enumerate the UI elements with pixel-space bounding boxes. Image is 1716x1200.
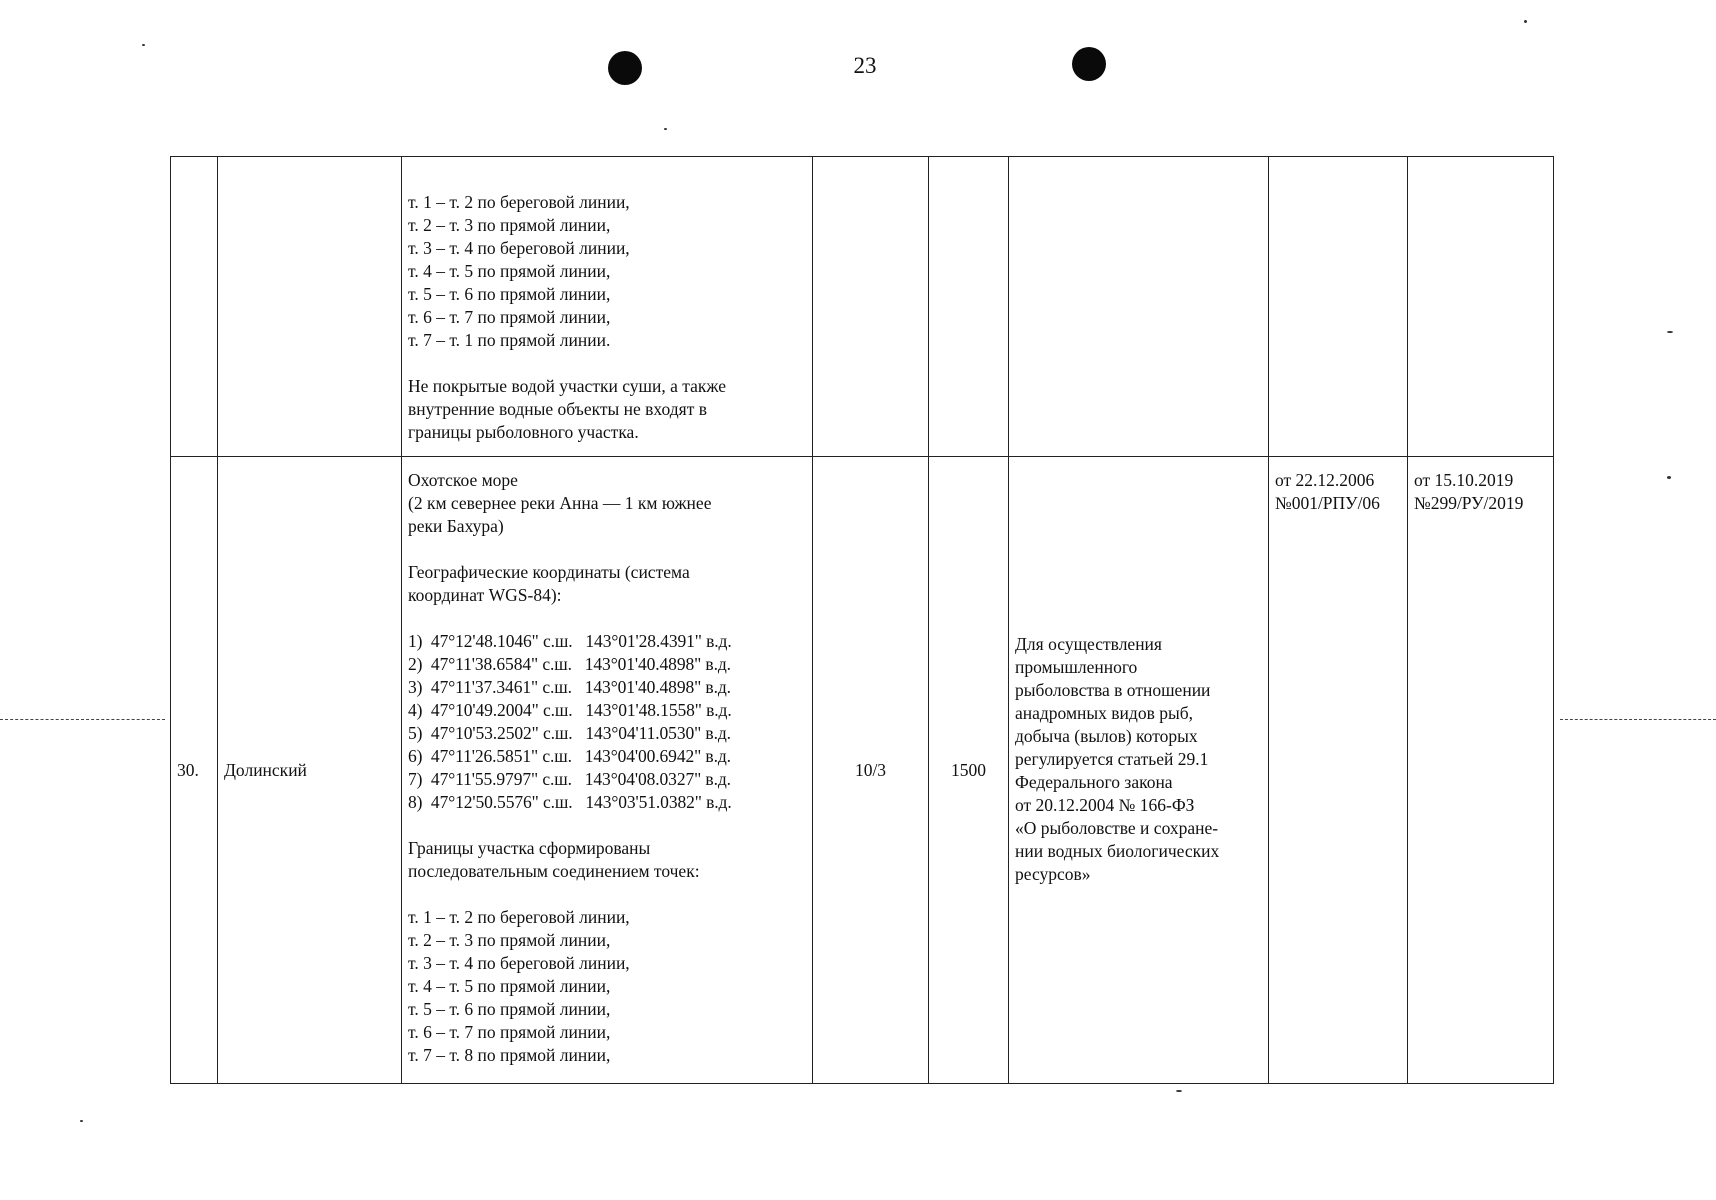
- location-line: Охотское море: [408, 470, 518, 490]
- scan-speck: [80, 1120, 83, 1122]
- boundary-line: т. 6 – т. 7 по прямой линии,: [408, 307, 611, 327]
- boundary-line: т. 3 – т. 4 по береговой линии,: [408, 238, 630, 258]
- scan-speck: [1667, 331, 1673, 333]
- coordinate-line: 7) 47°11'55.9797" с.ш. 143°04'08.0327" в.д.: [408, 769, 731, 789]
- scan-speck: [1667, 476, 1671, 479]
- boundary-line: т. 4 – т. 5 по прямой линии,: [408, 261, 611, 281]
- decision-date: от 15.10.2019: [1414, 470, 1514, 490]
- decision-number: №299/РУ/2019: [1414, 493, 1524, 513]
- coordinate-line: 8) 47°12'50.5576" с.ш. 143°03'51.0382" в.д.: [408, 792, 732, 812]
- purpose-cell: [1009, 157, 1269, 457]
- scan-speck: [1524, 20, 1527, 23]
- page-number: 23: [853, 53, 877, 78]
- boundary-line: т. 6 – т. 7 по прямой линии,: [408, 1022, 611, 1042]
- decision-cell-2: [1408, 157, 1554, 457]
- description-cell: [402, 157, 813, 457]
- fold-line-right: [1560, 719, 1716, 721]
- punch-hole-right: [1072, 47, 1106, 81]
- coordinate-line: 4) 47°10'49.2004" с.ш. 143°01'48.1558" в.д.: [408, 700, 732, 720]
- decision-number: №001/РПУ/06: [1275, 493, 1380, 513]
- note-line: границы рыболовного участка.: [408, 422, 639, 442]
- district-name: Долинский: [218, 457, 402, 1084]
- purpose-line: от 20.12.2004 № 166-ФЗ: [1015, 795, 1195, 815]
- boundary-line: т. 1 – т. 2 по береговой линии,: [408, 192, 630, 212]
- scan-speck: [1176, 1090, 1182, 1092]
- decision-date: от 22.12.2006: [1275, 470, 1375, 490]
- coordinate-line: 1) 47°12'48.1046" с.ш. 143°01'28.4391" в.д.: [408, 631, 732, 651]
- coords-heading-line: Географические координаты (система: [408, 562, 690, 582]
- decision-cell-1: [1269, 457, 1408, 1084]
- purpose-line: ресурсов»: [1015, 864, 1091, 884]
- note-line: Не покрытые водой участки суши, а также: [408, 376, 726, 396]
- boundary-line: т. 5 – т. 6 по прямой линии,: [408, 284, 611, 304]
- purpose-line: Для осуществления: [1015, 634, 1162, 654]
- coords-heading-line: координат WGS-84):: [408, 585, 562, 605]
- area-value: 1500: [929, 457, 1009, 1084]
- boundary-line: т. 1 – т. 2 по береговой линии,: [408, 907, 630, 927]
- decision-cell-1: [1269, 157, 1408, 457]
- purpose-cell: [1009, 457, 1269, 1084]
- description-cell: [402, 457, 813, 1084]
- coordinate-line: 6) 47°11'26.5851" с.ш. 143°04'00.6942" в.д.: [408, 746, 731, 766]
- row-number: 30.: [171, 457, 218, 1084]
- coordinate-line: 5) 47°10'53.2502" с.ш. 143°04'11.0530" в.д.: [408, 723, 731, 743]
- location-line: реки Бахура): [408, 516, 504, 536]
- boundary-line: т. 3 – т. 4 по береговой линии,: [408, 953, 630, 973]
- boundary-line: т. 2 – т. 3 по прямой линии,: [408, 930, 611, 950]
- note-line: внутренние водные объекты не входят в: [408, 399, 707, 419]
- number-cell: [171, 157, 218, 457]
- boundary-line: т. 5 – т. 6 по прямой линии,: [408, 999, 611, 1019]
- punch-hole-left: [608, 51, 642, 85]
- boundary-line: т. 4 – т. 5 по прямой линии,: [408, 976, 611, 996]
- purpose-line: «О рыболовстве и сохране-: [1015, 818, 1219, 838]
- purpose-line: промышленного: [1015, 657, 1138, 677]
- purpose-line: регулируется статьей 29.1: [1015, 749, 1209, 769]
- fold-line-left: [0, 719, 165, 721]
- fishing-plots-table: [170, 156, 1554, 1084]
- purpose-line: нии водных биологических: [1015, 841, 1220, 861]
- boundary-line: т. 7 – т. 1 по прямой линии.: [408, 330, 611, 350]
- purpose-line: Федерального закона: [1015, 772, 1173, 792]
- scan-speck: [142, 44, 145, 46]
- decision-cell-2: [1408, 457, 1554, 1084]
- table-row-continued: [171, 157, 1554, 457]
- area-ratio-cell: [813, 157, 929, 457]
- area-cell: [929, 157, 1009, 457]
- coordinate-line: 3) 47°11'37.3461" с.ш. 143°01'40.4898" в.д.: [408, 677, 731, 697]
- purpose-line: добыча (вылов) которых: [1015, 726, 1198, 746]
- purpose-line: рыболовства в отношении: [1015, 680, 1211, 700]
- location-line: (2 км севернее реки Анна — 1 км южнее: [408, 493, 712, 513]
- boundary-line: т. 7 – т. 8 по прямой линии,: [408, 1045, 611, 1065]
- boundary-heading-line: последовательным соединением точек:: [408, 861, 700, 881]
- coordinate-line: 2) 47°11'38.6584" с.ш. 143°01'40.4898" в.д.: [408, 654, 731, 674]
- boundary-heading-line: Границы участка сформированы: [408, 838, 651, 858]
- scan-speck: [664, 128, 667, 130]
- table-row-30: [171, 457, 1554, 1084]
- area-ratio: 10/3: [813, 457, 929, 1084]
- district-cell: [218, 157, 402, 457]
- boundary-line: т. 2 – т. 3 по прямой линии,: [408, 215, 611, 235]
- purpose-line: анадромных видов рыб,: [1015, 703, 1193, 723]
